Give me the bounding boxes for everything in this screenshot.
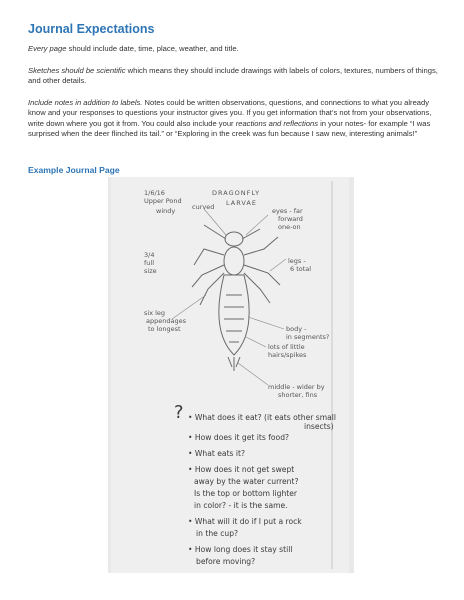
label-middle: middle - wider by — [268, 383, 325, 391]
emphasis: reactions and reflections — [235, 118, 318, 128]
question-5-line-2: in the cup? — [196, 529, 239, 538]
emphasis: Include notes in addition to labels. — [28, 98, 143, 107]
label-body: body - — [286, 325, 307, 333]
question-3: • What eats it? — [188, 449, 246, 458]
paragraph-every-page — [28, 44, 438, 54]
journal-photo — [108, 177, 354, 573]
notebook-page — [111, 177, 349, 573]
question-2: • How does it get its food? — [188, 433, 290, 442]
question-6-line-2: before moving? — [196, 557, 256, 566]
emphasis: Every page — [28, 44, 67, 53]
text: in your notes- for example “I was surprised when the deer flinched its tail.” or “Exploring in the creek was fun because I saw new, interesting animals!” — [28, 118, 431, 139]
question-1-answer: insects) — [304, 422, 334, 431]
question-4: • How does it not get swept — [188, 465, 295, 474]
label-legs-2: 6 total — [290, 265, 312, 273]
label-body-2: in segments? — [286, 333, 330, 341]
paragraph-notes — [28, 98, 438, 140]
label-middle-2: shorter, fins — [278, 391, 318, 399]
journal-place: Upper Pond — [144, 197, 182, 205]
label-appendages-3: to longest — [148, 325, 181, 333]
page-title: Journal Expectations — [28, 22, 155, 36]
label-size-3: size — [144, 267, 157, 275]
label-eyes: eyes - far — [272, 207, 303, 215]
journal-title-line2: LARVAE — [226, 199, 257, 207]
question-6: • How long does it stay still — [188, 545, 293, 554]
question-1: • What does it eat? (it eats other small — [188, 413, 337, 422]
text: Notes could be written observations, questions, and connections to what you already know and your responses to questions your instructor gives you. If you get information that’s not from your observations, write down where you got it from. You could also include your — [28, 98, 432, 128]
label-size-2: full — [144, 259, 155, 267]
journal-title-line1: DRAGONFLY — [212, 189, 261, 197]
example-heading: Example Journal Page — [28, 165, 120, 175]
label-spikes: lots of little — [268, 343, 305, 351]
journal-weather: windy — [156, 207, 176, 215]
question-4-line-4: in color? - it is the same. — [194, 501, 288, 510]
label-eyes-2: forward — [278, 215, 303, 223]
paragraph-sketches — [28, 66, 438, 87]
label-appendages: six leg — [144, 309, 166, 317]
label-curved: curved — [192, 203, 215, 211]
question-5: • What will it do if I put a rock — [188, 517, 302, 526]
label-eyes-3: one-on — [278, 223, 301, 231]
label-legs: legs - — [288, 257, 306, 265]
big-question-mark: ? — [174, 402, 184, 423]
emphasis: Sketches should be scientific — [28, 66, 126, 75]
text: should include date, time, place, weather, and title. — [66, 44, 239, 53]
question-4-line-3: Is the top or bottom lighter — [194, 489, 298, 498]
question-4-line-2: away by the water current? — [194, 477, 299, 486]
journal-date: 1/6/16 — [144, 189, 165, 197]
label-spikes-2: hairs/spikes — [268, 351, 307, 359]
label-size: 3/4 — [144, 251, 155, 259]
journal-sketch — [108, 177, 354, 573]
text: which means they should include drawings with labels of colors, textures, numbers of things, and other details. — [28, 66, 438, 86]
label-appendages-2: appendages — [146, 317, 186, 325]
